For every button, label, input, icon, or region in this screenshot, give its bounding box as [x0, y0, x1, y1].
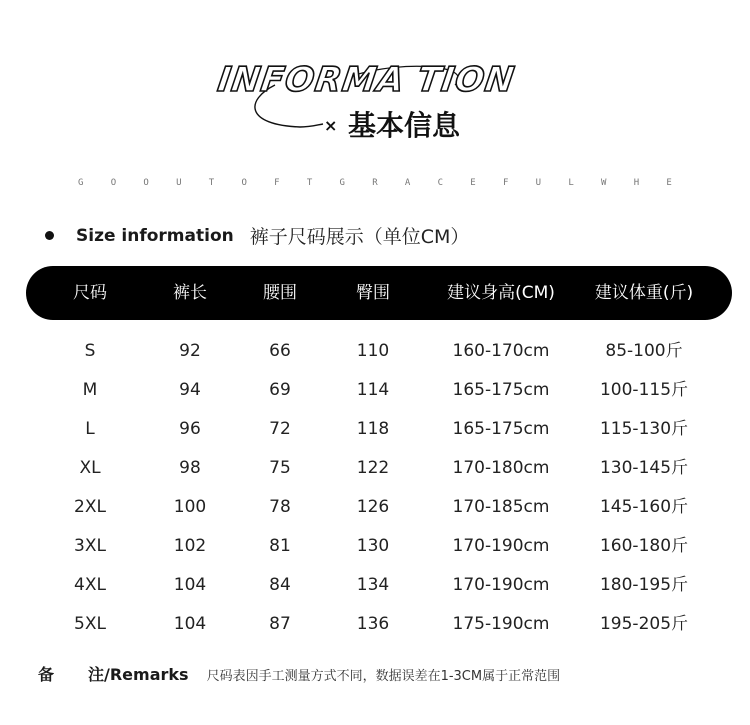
- table-cell: 104: [173, 614, 207, 634]
- table-row: [0, 332, 750, 371]
- table-cell: 165-175cm: [452, 419, 550, 439]
- column-header: 建议身高(CM): [447, 283, 555, 303]
- column-header: 腰围: [263, 283, 297, 303]
- table-cell: 110: [356, 341, 390, 361]
- tagline-letter: G: [339, 178, 345, 188]
- tagline-letter: O: [110, 178, 117, 188]
- table-cell: 160-170cm: [452, 341, 550, 361]
- column-header: 臀围: [356, 283, 390, 303]
- cross-mark: ×: [324, 116, 338, 135]
- column-header: 建议体重(斤): [594, 283, 694, 303]
- table-cell: 136: [356, 614, 390, 634]
- table-row: [0, 410, 750, 449]
- table-cell: 100: [173, 497, 207, 517]
- table-cell: 134: [356, 575, 390, 595]
- table-cell: 5XL: [74, 614, 106, 634]
- tagline-letter: F: [502, 178, 509, 188]
- size-heading-en: Size information: [76, 225, 234, 246]
- table-cell: 69: [269, 380, 291, 400]
- table-row: [0, 566, 750, 605]
- table-cell: 66: [269, 341, 291, 361]
- table-cell: 104: [173, 575, 207, 595]
- table-cell: 78: [269, 497, 291, 517]
- bullet-icon: [45, 231, 54, 240]
- size-heading: [45, 222, 469, 249]
- tagline-letter: C: [437, 178, 443, 188]
- table-cell: 96: [179, 419, 201, 439]
- tagline-letter: T: [208, 178, 215, 188]
- column-header: 尺码: [73, 283, 107, 303]
- tagline-letter: E: [470, 178, 476, 188]
- table-cell: 195-205斤: [599, 614, 689, 634]
- table-cell: S: [84, 341, 96, 361]
- tagline-letter: H: [633, 178, 640, 188]
- tagline-letter: U: [535, 178, 542, 188]
- remarks: [38, 662, 560, 685]
- tagline-letter: R: [372, 178, 378, 188]
- table-cell: 175-190cm: [452, 614, 550, 634]
- tagline-letter: U: [176, 178, 182, 188]
- table-cell: 115-130斤: [599, 419, 689, 439]
- remarks-label-a: 备: [38, 665, 55, 684]
- table-cell: 72: [269, 419, 291, 439]
- table-cell: 2XL: [74, 497, 106, 517]
- info-header: [0, 0, 750, 200]
- size-heading-cn: 裤子尺码展示（单位CM）: [249, 226, 470, 248]
- table-cell: 98: [179, 458, 201, 478]
- table-cell: 81: [269, 536, 291, 556]
- table-cell: 118: [356, 419, 390, 439]
- table-cell: XL: [79, 458, 101, 478]
- table-cell: 87: [269, 614, 291, 634]
- table-cell: 130-145斤: [599, 458, 689, 478]
- remarks-label-b: 注/Remarks: [88, 665, 189, 684]
- tagline-letter: E: [666, 178, 672, 188]
- table-cell: 85-100斤: [605, 341, 683, 361]
- tagline-letter: T: [306, 178, 313, 188]
- table-cell: 170-180cm: [452, 458, 550, 478]
- table-cell: 170-190cm: [452, 536, 550, 556]
- tagline-letter: O: [143, 178, 149, 188]
- table-cell: 160-180斤: [599, 536, 689, 556]
- tagline: [0, 178, 750, 188]
- table-cell: L: [85, 419, 95, 439]
- table-row: [0, 371, 750, 410]
- tagline-letter: L: [568, 178, 574, 188]
- table-cell: 165-175cm: [452, 380, 550, 400]
- tagline-letter: O: [241, 178, 247, 188]
- tagline-letter: F: [274, 178, 280, 188]
- table-cell: 126: [356, 497, 390, 517]
- page-title: 基本信息: [348, 109, 461, 142]
- table-cell: 3XL: [74, 536, 106, 556]
- table-cell: 94: [179, 380, 201, 400]
- table-cell: 170-190cm: [452, 575, 550, 595]
- table-cell: 170-185cm: [452, 497, 550, 517]
- tagline-letter: G: [78, 178, 84, 188]
- column-header: 裤长: [173, 283, 207, 303]
- information-logo-word: INFORMA TION: [215, 60, 518, 100]
- table-cell: 130: [356, 536, 390, 556]
- table-cell: 92: [179, 341, 201, 361]
- table-row: [0, 488, 750, 527]
- size-table-header: [26, 266, 732, 320]
- table-cell: 122: [356, 458, 390, 478]
- table-cell: 100-115斤: [599, 380, 689, 400]
- table-cell: 102: [173, 536, 207, 556]
- table-row: [0, 527, 750, 566]
- table-row: [0, 449, 750, 488]
- table-cell: M: [82, 380, 98, 400]
- table-cell: 180-195斤: [599, 575, 689, 595]
- table-cell: 84: [269, 575, 291, 595]
- tagline-letter: W: [601, 178, 607, 188]
- table-cell: 75: [269, 458, 291, 478]
- table-cell: 145-160斤: [599, 497, 689, 517]
- table-cell: 114: [356, 380, 390, 400]
- table-cell: 4XL: [74, 575, 106, 595]
- tagline-letter: A: [404, 178, 411, 188]
- remarks-text: 尺码表因手工测量方式不同，数据误差在1-3CM属于正常范围: [206, 669, 561, 684]
- table-row: [0, 605, 750, 644]
